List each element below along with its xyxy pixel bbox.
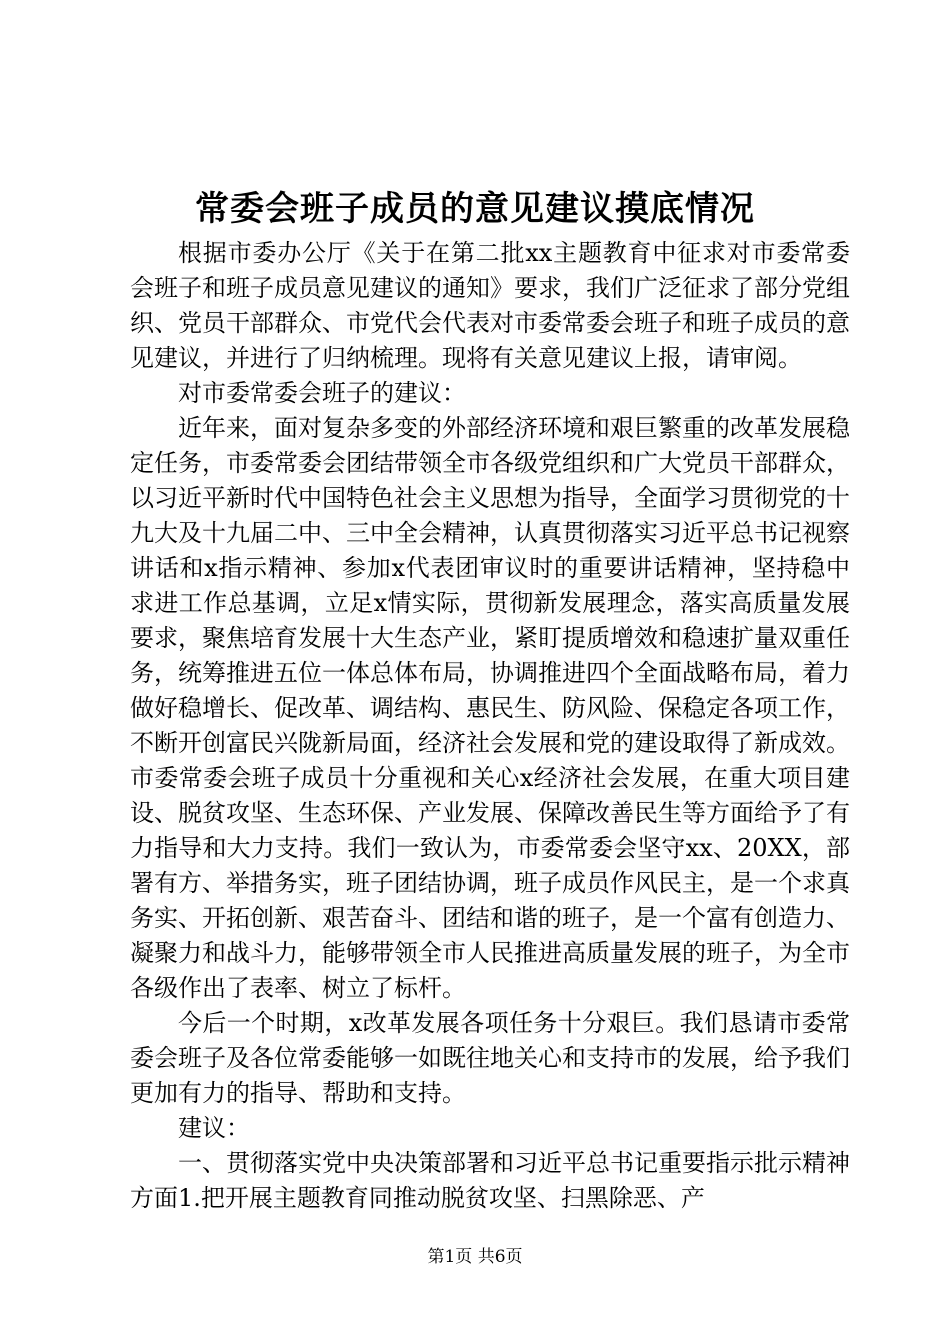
page-number: 第1页 共6页 (427, 1247, 523, 1267)
paragraph-request: 今后一个时期，x改革发展各项任务十分艰巨。我们恳请市委常委会班子及各位常委能够一如既往地关心和支持市的发展，给予我们更加有力的指导、帮助和支持。 (130, 1009, 850, 1107)
paragraph-suggestion-heading: 建议： (178, 1114, 250, 1142)
paragraph-subheading: 对市委常委会班子的建议： (178, 379, 466, 407)
paragraph-main: 近年来，面对复杂多变的外部经济环境和艰巨繁重的改革发展稳定任务，市委常委会团结带领全市各级党组织和广大党员干部群众，以习近平新时代中国特色社会主义思想为指导，全面学习贯彻党的十九大及十九届二中、三中全会精神，认真贯彻落实习近平总书记视察讲话和x指示精神、参加x代表团审议时的重要讲话精神，坚持稳中求进工作总基调，立足x情实际，贯彻新发展理念，落实高质量发展要求，聚焦培育发展十大生态产业，紧盯提质增效和稳速扩量双重任务，统筹推进五位一体总体布局，协调推进四个全面战略布局，着力做好稳增长、促改革、调结构、惠民生、防风险、保稳定各项工作，不断开创富民兴陇新局面，经济社会发展和党的建设取得了新成效。市委常委会班子成员十分重视和关心x经济社会发展，在重大项目建设、脱贫攻坚、生态环保、产业发展、保障改善民生等方面给予了有力指导和大力支持。我们一致认为，市委常委会坚守xx、20XX，部署有方、举措务实，班子团结协调，班子成员作风民主，是一个求真务实、开拓创新、艰苦奋斗、团结和谐的班子，是一个富有创造力、凝聚力和战斗力，能够带领全市人民推进高质量发展的班子，为全市各级作出了表率、树立了标杆。 (130, 414, 850, 1002)
document-title: 常委会班子成员的意见建议摸底情况 (195, 189, 755, 229)
paragraph-intro: 根据市委办公厅《关于在第二批xx主题教育中征求对市委常委会班子和班子成员意见建议的通知》要求，我们广泛征求了部分党组织、党员干部群众、市党代会代表对市委常委会班子和班子成员的意见建议，并进行了归纳梳理。现将有关意见建议上报，请审阅。 (130, 239, 850, 372)
paragraph-suggestion-one: 一、贯彻落实党中央决策部署和习近平总书记重要指示批示精神方面1.把开展主题教育同推动脱贫攻坚、扫黑除恶、产 (130, 1149, 850, 1212)
document-body (130, 236, 850, 1216)
